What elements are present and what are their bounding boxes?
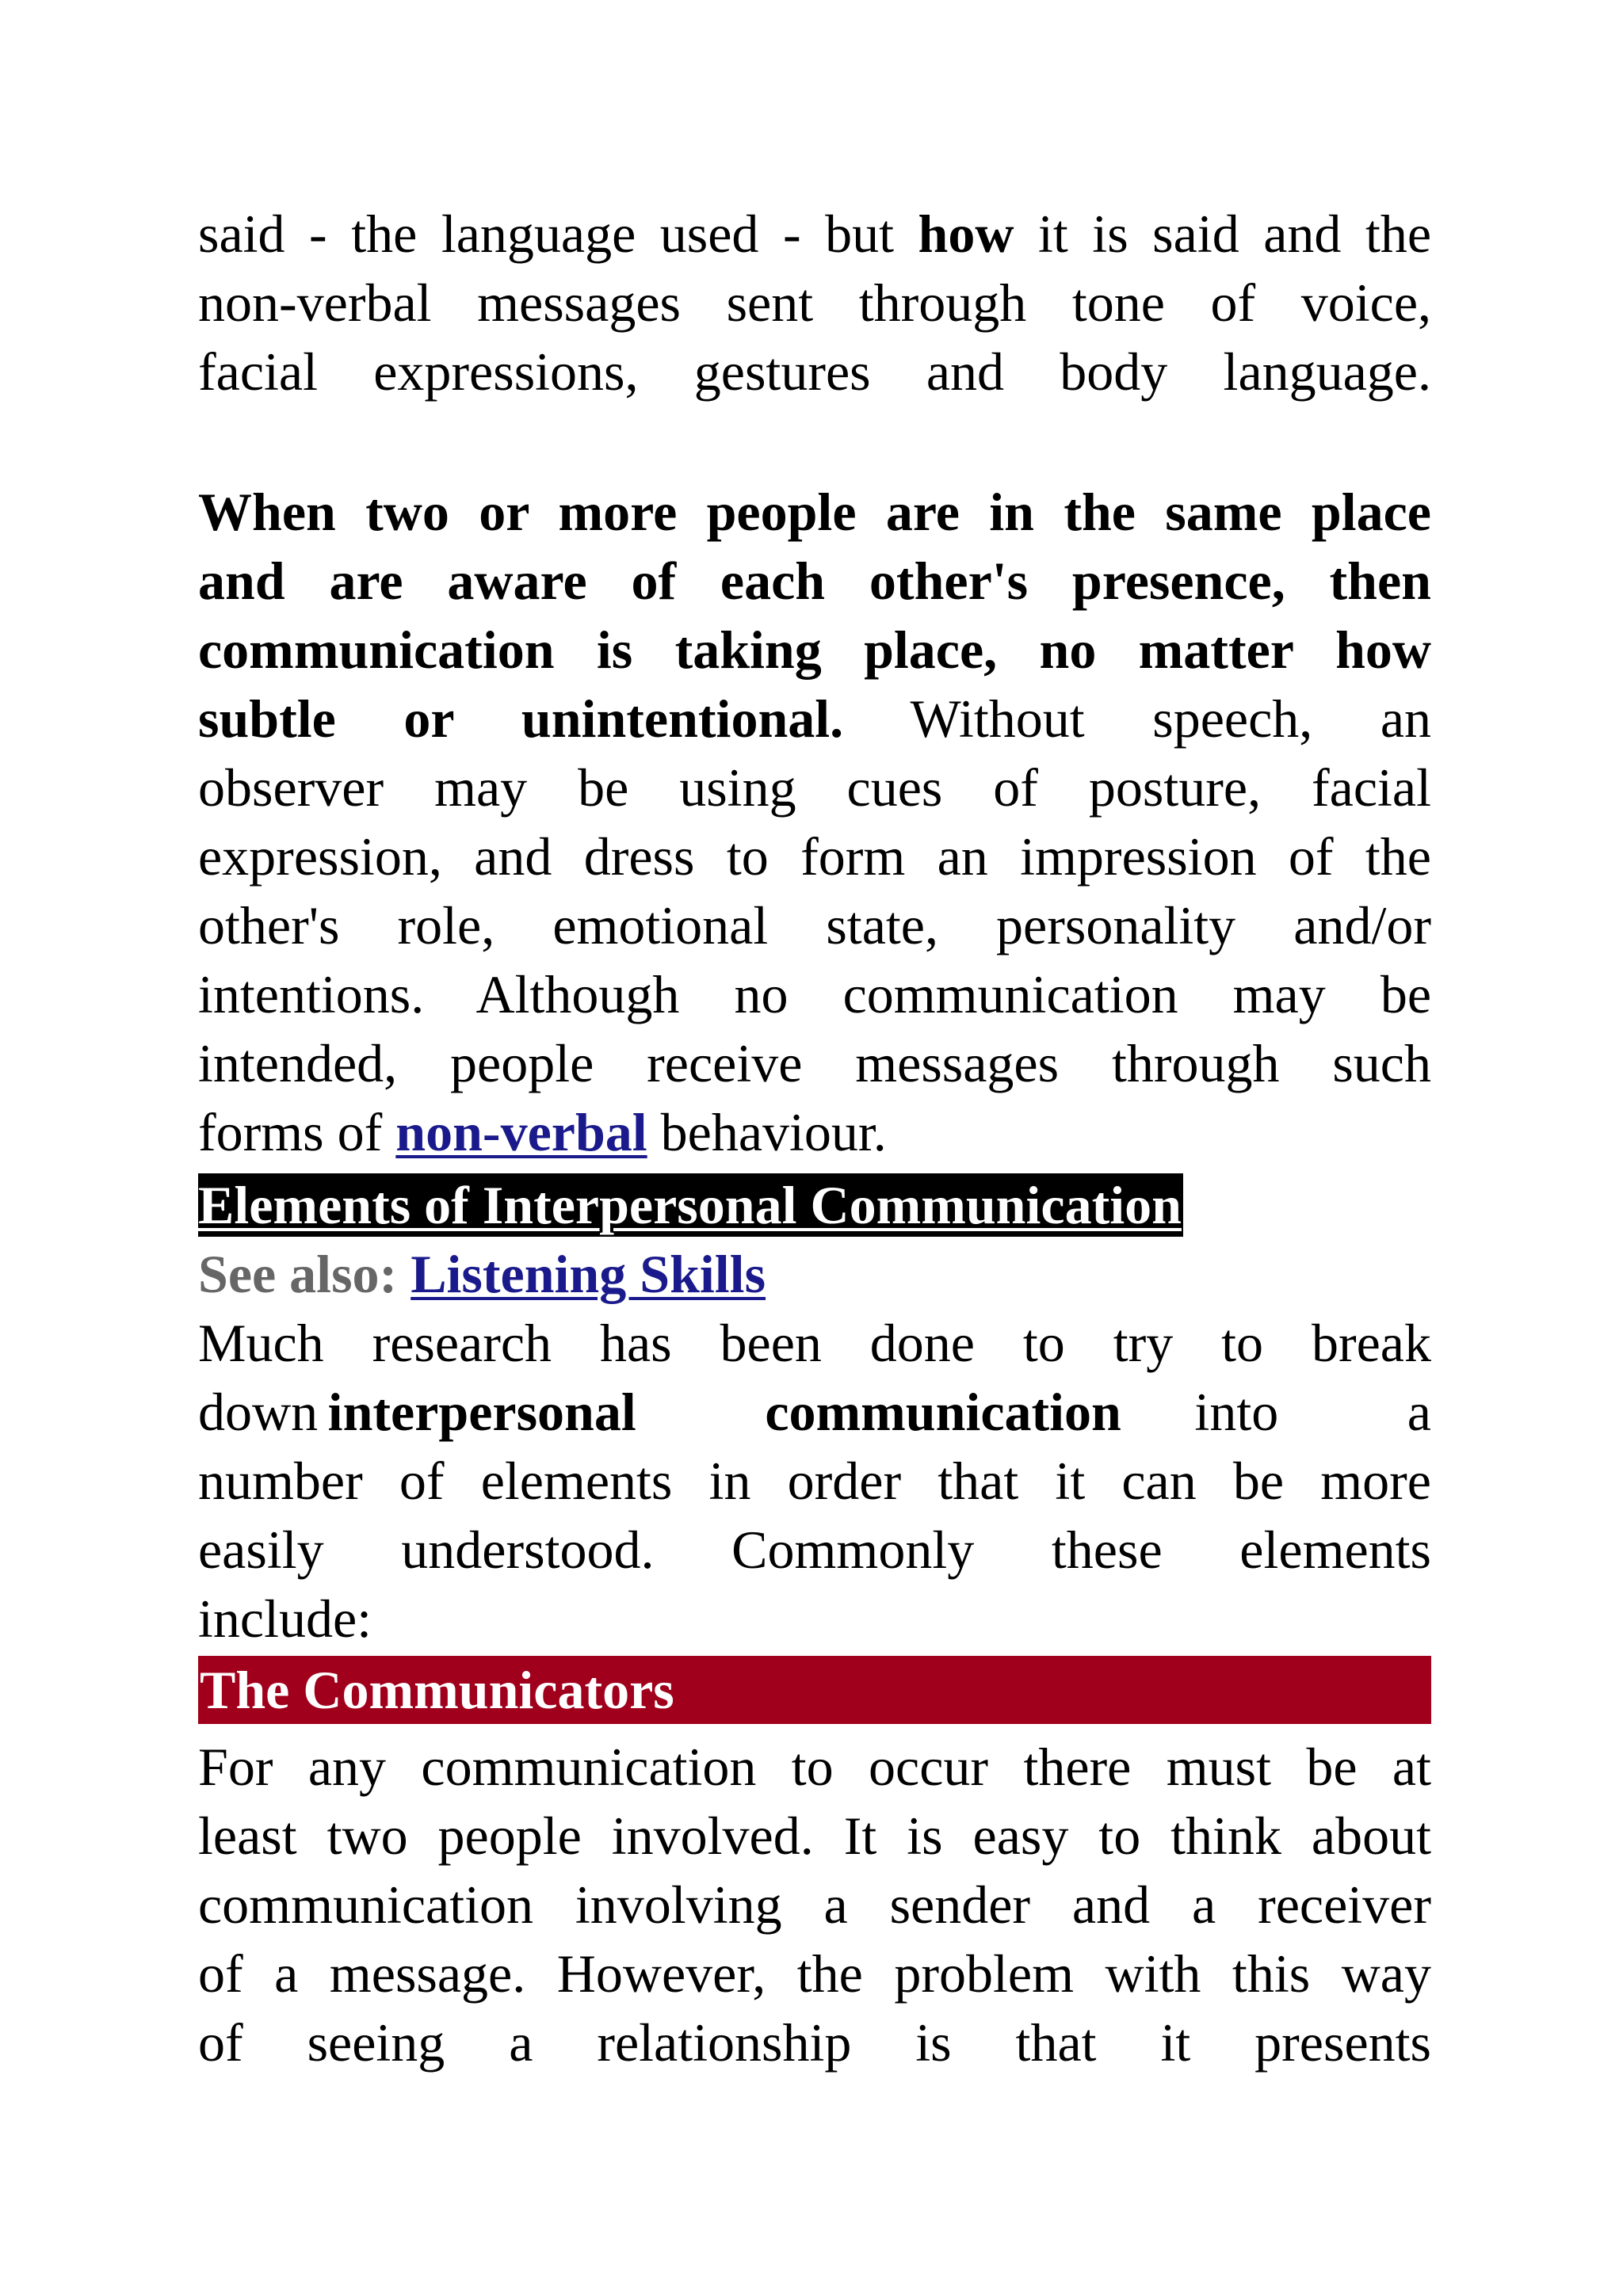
text-line: intended, people receive messages through such — [198, 1033, 1431, 1093]
text-segment: forms of — [198, 1102, 383, 1162]
non-verbal-link[interactable]: non-verbal — [395, 1102, 647, 1162]
paragraph-intro — [198, 200, 1431, 406]
see-also-row — [198, 1240, 1431, 1309]
text-line: of a message. However, the problem with this way — [198, 1943, 1431, 2004]
text-segment: it is said and the — [1038, 204, 1432, 264]
bold-line: communication is taking place, no matter how — [198, 620, 1431, 680]
text-line: communication involving a sender and a receiver — [198, 1875, 1431, 1935]
text-line: number of elements in order that it can be more — [198, 1451, 1431, 1511]
text-line: Much research has been done to try to break — [198, 1313, 1431, 1373]
see-also-label: See also: — [198, 1244, 398, 1304]
bold-line: When two or more people are in the same place — [198, 482, 1431, 542]
text-line — [198, 200, 1431, 269]
text-line — [198, 1098, 1431, 1167]
text-line: intentions. Although no communication may be — [198, 964, 1431, 1024]
text-line: For any communication to occur there must be at — [198, 1737, 1431, 1797]
section-elements — [198, 1171, 1431, 1240]
text-line: include: — [198, 1589, 372, 1649]
paragraph-elements — [198, 1309, 1431, 1653]
bold-text: communication — [765, 1382, 1121, 1442]
paragraph-communicators — [198, 1733, 1431, 2077]
text-line: least two people involved. It is easy to think about — [198, 1806, 1431, 1866]
text-line: non-verbal messages sent through tone of voice, — [198, 273, 1431, 333]
text-segment: down — [198, 1382, 319, 1442]
listening-skills-link[interactable]: Listening Skills — [411, 1244, 766, 1304]
section-heading-communicators: The Communicators — [198, 1656, 1431, 1724]
text-segment: into — [1194, 1382, 1279, 1442]
text-segment: Without speech, an — [910, 688, 1432, 749]
bold-text: how — [918, 204, 1014, 264]
text-line: easily understood. Commonly these elements — [198, 1520, 1431, 1580]
text-line — [198, 685, 1431, 753]
bold-line: and are aware of each other's presence, then — [198, 551, 1431, 611]
bold-text: subtle or unintentional. — [198, 688, 844, 749]
bold-text: interpersonal — [327, 1382, 636, 1442]
text-line: observer may be using cues of posture, facial — [198, 757, 1431, 818]
text-line: other's role, emotional state, personality and/or — [198, 895, 1431, 955]
text-segment: a — [1407, 1382, 1431, 1442]
text-segment: said - the language used - but — [198, 204, 894, 264]
text-line: expression, and dress to form an impression of the — [198, 826, 1431, 887]
text-segment: behaviour. — [660, 1102, 887, 1162]
paragraph-presence — [198, 478, 1431, 1167]
text-line: of seeing a relationship is that it presents — [198, 2012, 1431, 2073]
text-line — [198, 1378, 1431, 1447]
text-line: facial expressions, gestures and body language. — [198, 341, 1431, 402]
section-heading-elements: Elements of Interpersonal Communication — [198, 1175, 1182, 1235]
section-communicators — [198, 1656, 1431, 1724]
